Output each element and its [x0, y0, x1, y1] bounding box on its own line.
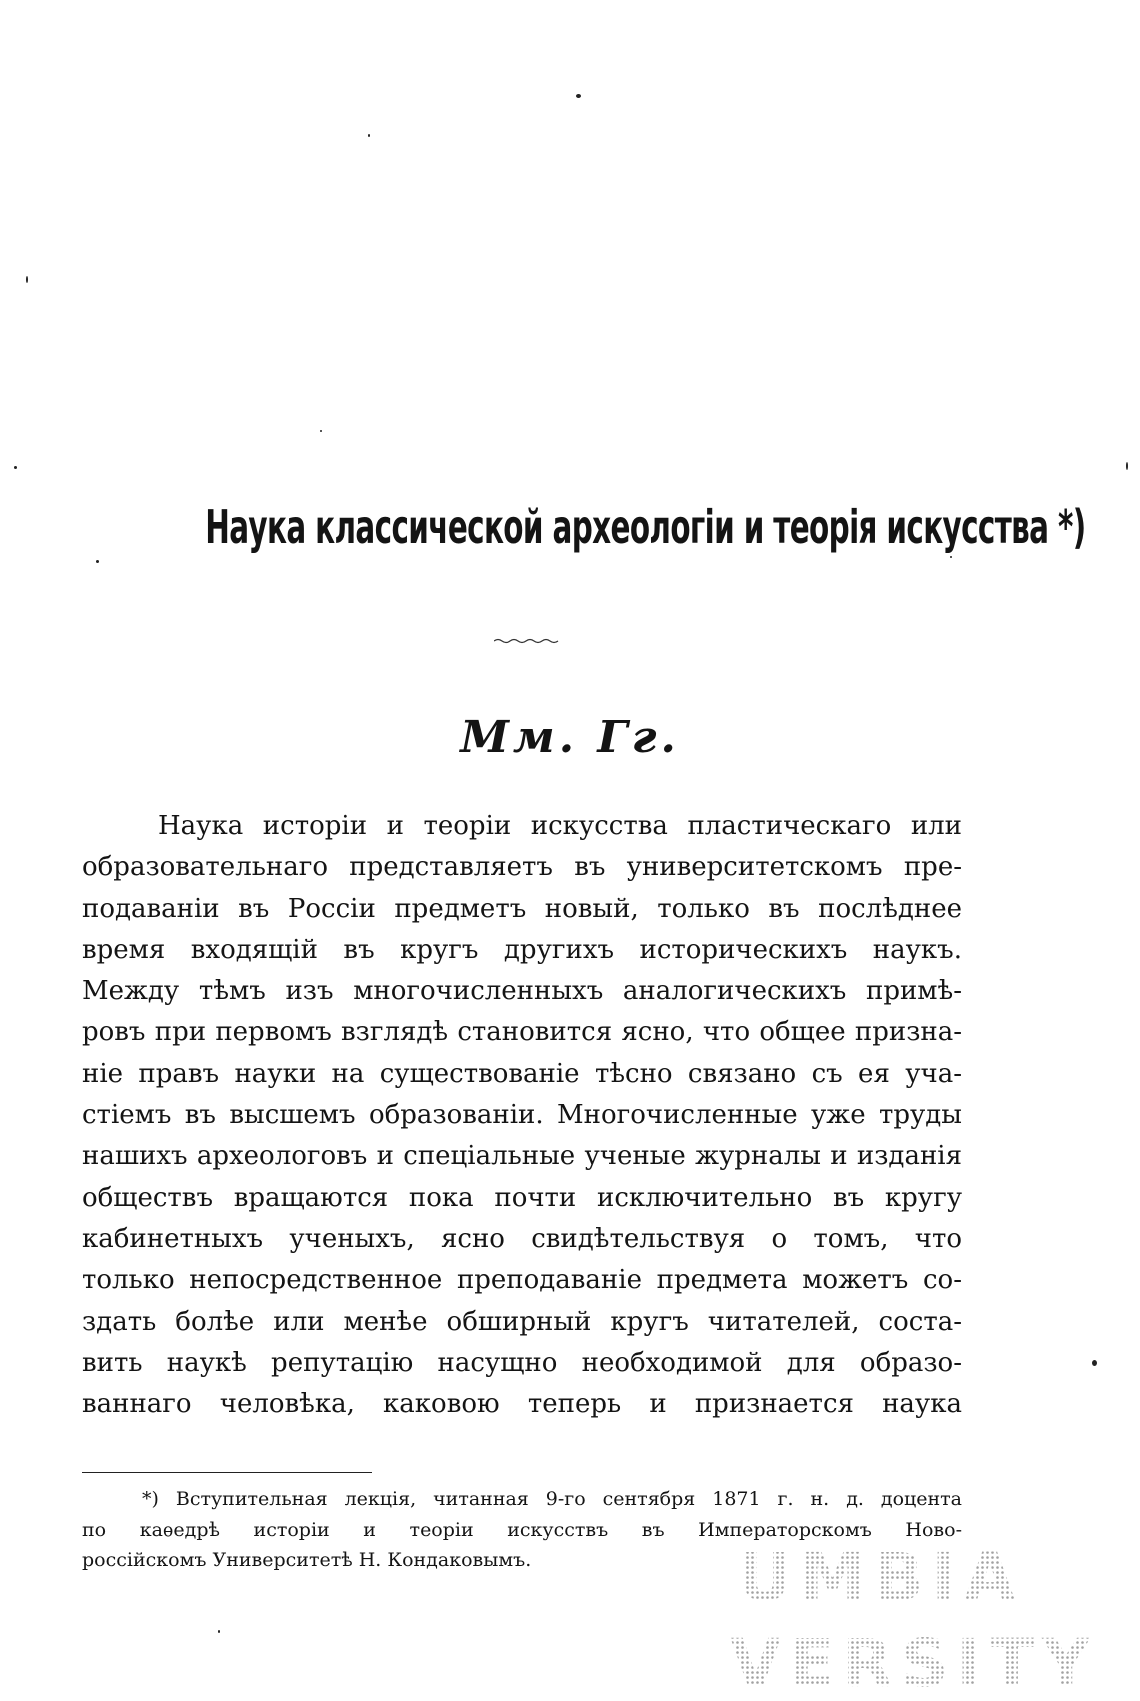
footnote-line: россійскомъ Университетѣ Н. Кондаковымъ. — [82, 1549, 532, 1571]
body-line: обществъ вращаются пока почти исключительно въ кругу — [82, 1182, 962, 1213]
body-line: образовательнаго представляетъ въ университетскомъ пре- — [82, 852, 962, 883]
body-line: вить наукѣ репутацію насущно необходимой для образо- — [82, 1347, 962, 1378]
library-stamp-watermark — [730, 1540, 1110, 1700]
scan-speck — [1092, 1360, 1097, 1366]
body-line: стіемъ въ высшемъ образованіи. Многочисленные уже труды — [82, 1100, 962, 1131]
body-line: подаваніи въ Россіи предметъ новый, только въ послѣднее — [82, 893, 962, 924]
watermark-line-2: VERSITY — [730, 1625, 1098, 1700]
body-line: кабинетныхъ ученыхъ, ясно свидѣтельствуя о томъ, что — [82, 1223, 962, 1254]
scan-speck — [1126, 462, 1128, 470]
scan-speck — [26, 276, 28, 283]
body-line: ніе правъ науки на существованіе тѣсно связано съ ея уча- — [82, 1058, 962, 1089]
title-ornament — [494, 638, 560, 644]
scan-speck — [218, 1630, 220, 1633]
body-line: ровъ при первомъ взглядѣ становится ясно, что общее призна- — [82, 1017, 962, 1048]
body-line: Между тѣмъ изъ многочисленныхъ аналогическихъ примѣ- — [82, 976, 962, 1007]
scan-speck — [14, 466, 17, 469]
chapter-title: Наука классической археологіи и теорія искусства *) — [205, 500, 1086, 554]
body-line: ваннаго человѣка, каковою теперь и признается наука — [82, 1389, 962, 1420]
body-paragraph — [82, 806, 962, 1425]
scan-speck — [320, 430, 322, 432]
body-line: Наука исторіи и теоріи искусства пластическаго или — [158, 811, 962, 841]
body-line: нашихъ археологовъ и спеціальные ученые журналы и изданія — [82, 1141, 962, 1172]
footnote-line: по каѳедрѣ исторіи и теоріи искусствъ въ Императорскомъ Ново- — [82, 1518, 962, 1541]
watermark-line-1: UMBIA — [738, 1540, 1024, 1616]
scan-speck — [576, 94, 581, 98]
salutation: Мм. Гг. — [460, 712, 680, 763]
footnote-line: *) Вступительная лекція, читанная 9-го сентября 1871 г. н. д. доцента — [142, 1488, 962, 1510]
body-line: время входящій въ кругъ другихъ историческихъ наукъ. — [82, 934, 962, 965]
body-line: здать болѣе или менѣе обширный кругъ читателей, соста- — [82, 1306, 962, 1337]
scan-speck — [368, 134, 370, 137]
footnote-divider — [82, 1472, 372, 1473]
scan-speck — [96, 560, 99, 563]
body-line: только непосредственное преподаваніе предмета можетъ со- — [82, 1265, 962, 1296]
scan-speck — [950, 556, 952, 558]
